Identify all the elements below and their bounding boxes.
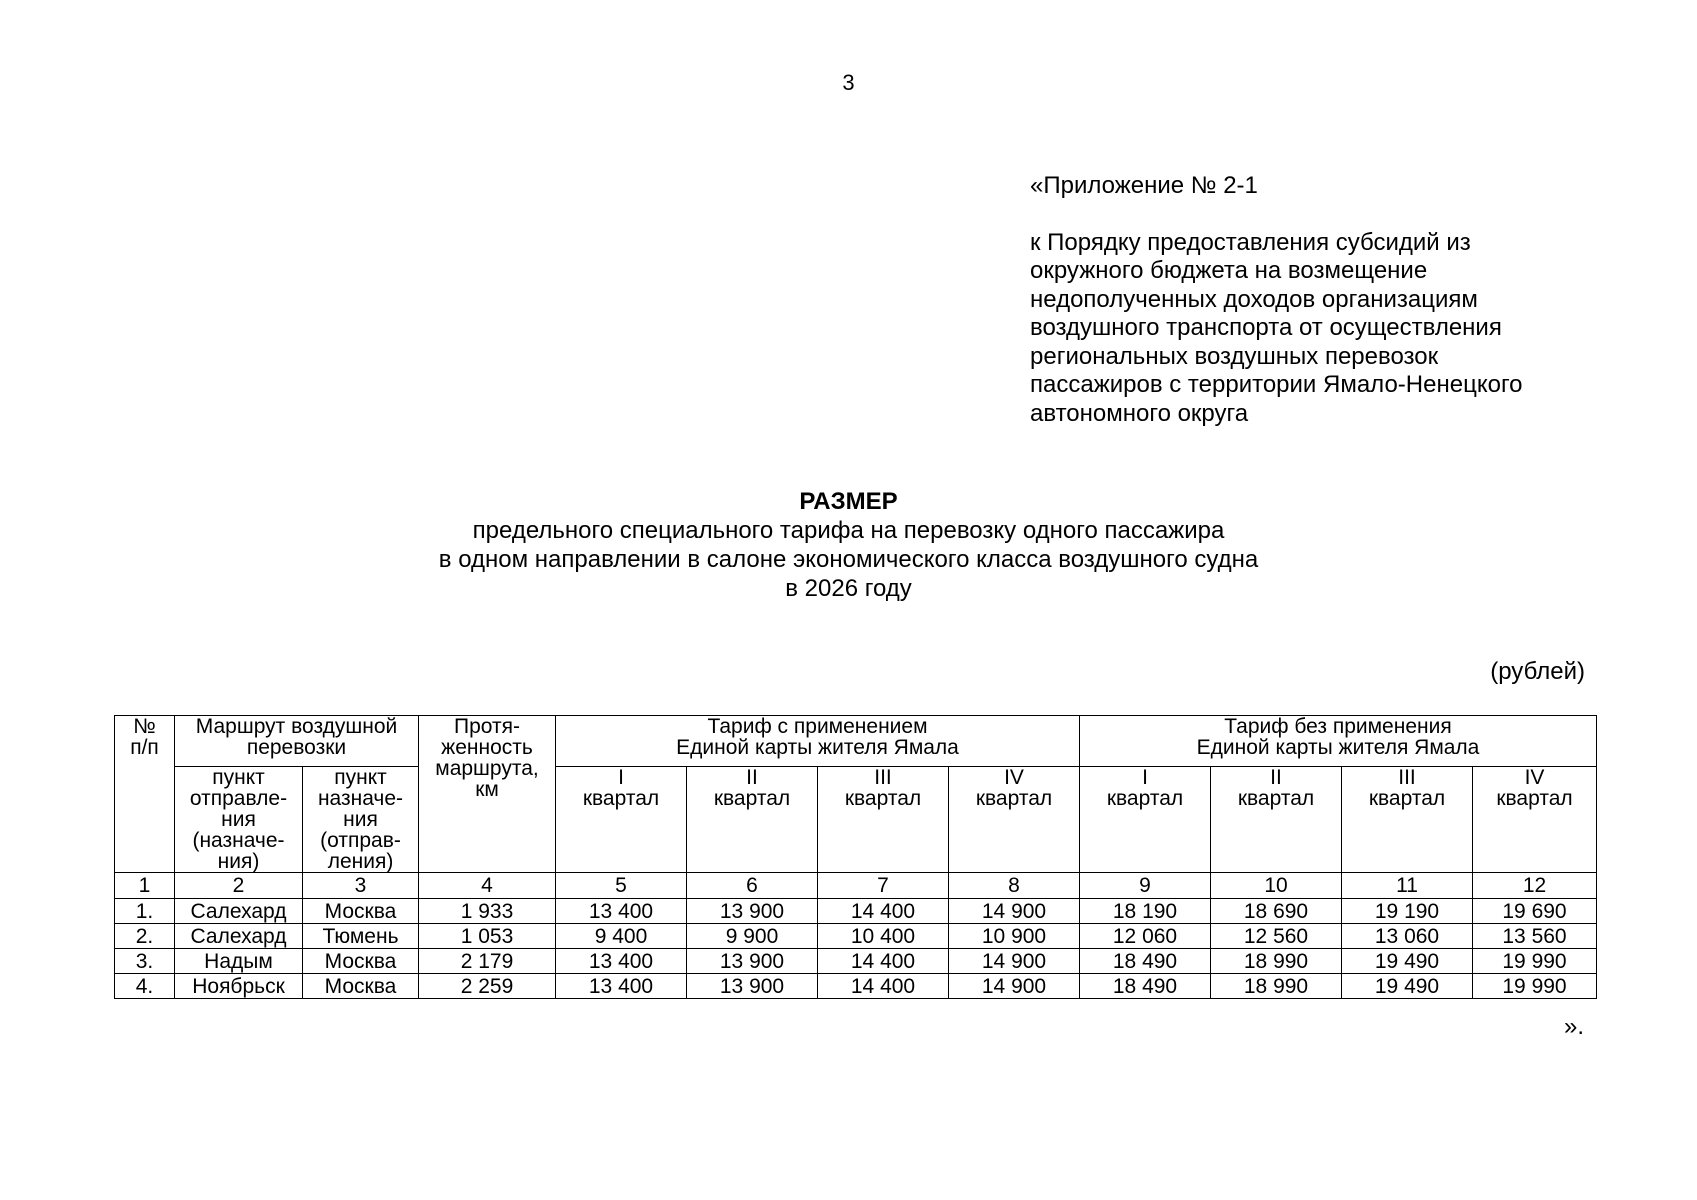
tariff-table [114,715,1597,999]
table-cell: 19 490 [1342,949,1473,974]
table-cell: 18 190 [1080,899,1211,924]
table-cell: 2. [115,924,175,949]
heading-line: предельного специального тарифа на перевозку одного пассажира [472,517,1225,544]
table-row [115,949,1597,974]
table-cell: 14 400 [818,899,949,924]
heading-line: в одном направлении в салоне экономического класса воздушного судна [438,546,1259,573]
column-number: 7 [818,873,949,899]
table-cell: Ноябрьск [175,974,303,999]
table-cell: Москва [303,899,419,924]
table-cell: Надым [175,949,303,974]
table-cell: 10 900 [949,924,1080,949]
header-tariff-with-card: Тариф с применением Единой карты жителя Ямала [556,716,1080,767]
table-cell: 12 560 [1211,924,1342,949]
document-heading [0,487,1697,603]
header-tariff-without-card: Тариф без применения Единой карты жителя Ямала [1080,716,1597,767]
column-number: 10 [1211,873,1342,899]
table-cell: 13 900 [687,949,818,974]
table-cell: 19 990 [1473,949,1597,974]
table-cell: 18 990 [1211,949,1342,974]
table-cell: 18 990 [1211,974,1342,999]
column-number: 6 [687,873,818,899]
heading-line: в 2026 году [785,575,912,602]
table-cell: 18 490 [1080,974,1211,999]
table-cell: 10 400 [818,924,949,949]
column-number: 8 [949,873,1080,899]
header-no: № п/п [115,716,175,873]
header-quarter: III квартал [1342,767,1473,873]
page-number: 3 [842,70,855,95]
table-cell: 13 400 [556,949,687,974]
header-quarter: I квартал [1080,767,1211,873]
table-cell: 1. [115,899,175,924]
column-number: 12 [1473,873,1597,899]
table-cell: 12 060 [1080,924,1211,949]
header-departure: пункт отправле- ния (назначе- ния) [175,767,303,873]
table-cell: 1 933 [419,899,556,924]
table-cell: 9 900 [687,924,818,949]
column-number: 5 [556,873,687,899]
header-quarter: III квартал [818,767,949,873]
header-quarter: IV квартал [1473,767,1597,873]
header-quarter: II квартал [687,767,818,873]
table-row [115,924,1597,949]
annex-line: пассажиров с территории Ямало-Ненецкого [1030,371,1523,398]
table-cell: 14 900 [949,899,1080,924]
annex-block [1030,172,1610,428]
table-cell: 9 400 [556,924,687,949]
closing-quote: ». [1563,1013,1584,1040]
table-row [115,899,1597,924]
table-cell: 13 400 [556,899,687,924]
annex-line: окружного бюджета на возмещение [1030,257,1428,284]
table-cell: Салехард [175,924,303,949]
annex-line: недополученных доходов организациям [1030,285,1478,313]
annex-line: к Порядку предоставления субсидий из [1030,228,1471,256]
table-cell: 13 560 [1473,924,1597,949]
table-cell: 2 179 [419,949,556,974]
heading-title: РАЗМЕР [799,488,898,515]
table-cell: 14 900 [949,949,1080,974]
table-cell: 13 900 [687,899,818,924]
table-cell: 13 400 [556,974,687,999]
column-number: 1 [115,873,175,899]
table-cell: 14 400 [818,949,949,974]
table-cell: Тюмень [303,924,419,949]
column-number: 9 [1080,873,1211,899]
column-number: 3 [303,873,419,899]
header-quarter: IV квартал [949,767,1080,873]
table-cell: Салехард [175,899,303,924]
annex-title: «Приложение № 2-1 [1030,172,1258,199]
column-number: 4 [419,873,556,899]
table-cell: 1 053 [419,924,556,949]
table-row [115,974,1597,999]
annex-line: региональных воздушных перевозок [1030,342,1439,370]
header-destination: пункт назначе- ния (отправ- ления) [303,767,419,873]
table-cell: 13 900 [687,974,818,999]
table-cell: 14 900 [949,974,1080,999]
table-cell: 18 690 [1211,899,1342,924]
column-number: 2 [175,873,303,899]
annex-line: автономного округа [1030,399,1249,427]
table-cell: Москва [303,949,419,974]
header-quarter: I квартал [556,767,687,873]
table-cell: 19 190 [1342,899,1473,924]
annex-line: воздушного транспорта от осуществления [1030,314,1502,341]
header-route: Маршрут воздушной перевозки [175,716,419,767]
header-length: Протя- женность маршрута, км [419,716,556,873]
table-cell: 19 990 [1473,974,1597,999]
table-cell: 4. [115,974,175,999]
table-cell: 13 060 [1342,924,1473,949]
table-cell: 19 690 [1473,899,1597,924]
units-label: (рублей) [1490,658,1585,685]
table-cell: 19 490 [1342,974,1473,999]
table-cell: 14 400 [818,974,949,999]
table-cell: Москва [303,974,419,999]
table-cell: 2 259 [419,974,556,999]
column-number: 11 [1342,873,1473,899]
header-quarter: II квартал [1211,767,1342,873]
table-cell: 18 490 [1080,949,1211,974]
table-cell: 3. [115,949,175,974]
